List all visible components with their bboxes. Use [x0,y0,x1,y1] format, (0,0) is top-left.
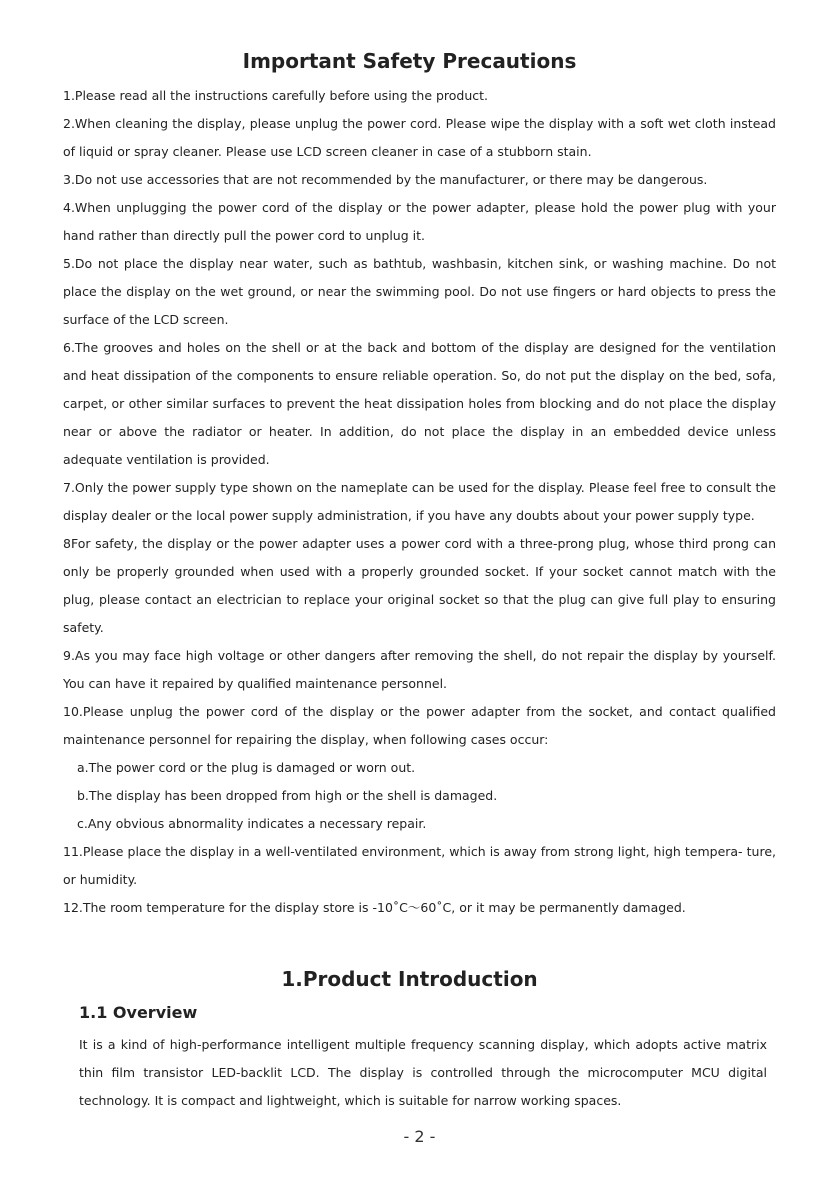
safety-item-4: 4.When unplugging the power cord of the display or the power adapter, please hold the power plug with your hand rather than directly pull the power cord to unplug it. [63,200,776,243]
safety-item-7: 7.Only the power supply type shown on the nameplate can be used for the display. Please feel free to consult the display dealer or the local power supply administration, if you have any doubts about your power supply type. [63,480,776,523]
safety-item-10: 10.Please unplug the power cord of the display or the power adapter from the socket, and contact qualified maintenance personnel for repairing the display, when following cases occur: [63,704,776,747]
safety-item-9: 9.As you may face high voltage or other dangers after removing the shell, do not repair the display by yourself. You can have it repaired by qualified maintenance personnel. [63,648,776,691]
safety-item-11: 11.Please place the display in a well-ventilated environment, which is away from strong light, high tempera- ture, or humidity. [63,844,776,887]
page-number: - 2 - [403,1127,436,1146]
safety-item-6: 6.The grooves and holes on the shell or at the back and bottom of the display are designed for the ventilation and heat dissipation of the components to ensure reliable operation. So, do not put the display on the bed, sofa, carpet, or other similar surfaces to prevent the heat dissipation holes from blocking and do not place the display near or above the radiator or heater. In addition, do not place the display in an embedded device unless adequate ventilation is provided. [63,340,776,467]
safety-item-8: 8For safety, the display or the power adapter uses a power cord with a three-prong plug, whose third prong can only be properly grounded when used with a properly grounded socket. If your socket cannot match with the plug, please contact an electrician to replace your original socket so that the plug can give full play to ensuring safety. [63,536,776,635]
safety-subitem-c: c.Any obvious abnormality indicates a necessary repair. [77,816,427,831]
safety-title: Important Safety Precautions [242,49,577,73]
safety-item-3: 3.Do not use accessories that are not recommended by the manufacturer, or there may be dangerous. [63,172,708,187]
safety-item-1: 1.Please read all the instructions carefully before using the product. [63,88,489,103]
intro-title: 1.Product Introduction [281,967,538,991]
safety-list [63,82,776,922]
overview-text: It is a kind of high-performance intelligent multiple frequency scanning display, which adopts active matrix thin film transistor LED-backlit LCD. The display is controlled through the microcomputer MCU digital technology. It is compact and lightweight, which is suitable for narrow working spaces. [79,1037,767,1108]
overview-heading: 1.1 Overview [79,1003,198,1022]
safety-subitem-b: b.The display has been dropped from high or the shell is damaged. [77,788,498,803]
safety-item-5: 5.Do not place the display near water, such as bathtub, washbasin, kitchen sink, or washing machine. Do not place the display on the wet ground, or near the swimming pool. Do not use fingers or hard objects to press the surface of the LCD screen. [63,256,776,327]
safety-item-12: 12.The room temperature for the display store is -10˚C～60˚C, or it may be permanently damaged. [63,900,686,915]
safety-subitem-a: a.The power cord or the plug is damaged or worn out. [77,760,416,775]
safety-item-2: 2.When cleaning the display, please unplug the power cord. Please wipe the display with a soft wet cloth instead of liquid or spray cleaner. Please use LCD screen cleaner in case of a stubborn stain. [63,116,776,159]
